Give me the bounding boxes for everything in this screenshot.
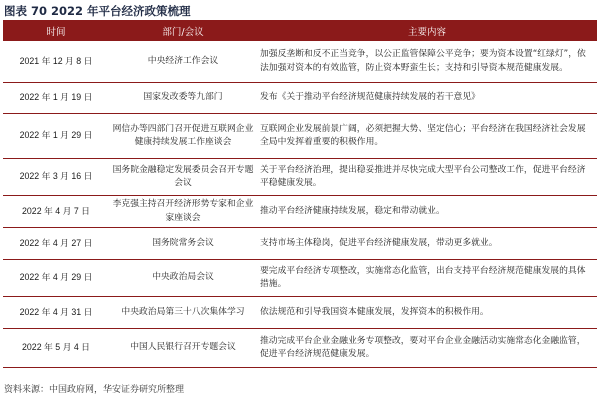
row-date: 2022 年 5 月 4 日: [3, 329, 109, 368]
row-date: 2022 年 4 月 7 日: [3, 196, 109, 228]
row-content: 发布《关于推动平台经济规范健康持续发展的若干意见》: [257, 83, 597, 114]
table-row: [3, 114, 597, 159]
row-department: 李克强主持召开经济形势专家和企业家座谈会: [109, 196, 257, 228]
row-content: 互联网企业发展前景广阔，必须把握大势、坚定信心；平台经济在我国经济社会发展全局中发挥着重要的积极作用。: [257, 114, 597, 159]
row-department: 中央经济工作会议: [109, 41, 257, 83]
row-department: 网信办等四部门召开促进互联网企业健康持续发展工作座谈会: [109, 114, 257, 159]
row-department: 中央政治局会议: [109, 260, 257, 297]
row-department: 国家发改委等九部门: [109, 83, 257, 114]
row-content: 依法规范和引导我国资本健康发展，发挥资本的积极作用。: [257, 297, 597, 329]
row-date: 2022 年 4 月 27 日: [3, 228, 109, 260]
row-department: 中国人民银行召开专题会议: [109, 329, 257, 368]
table-row: [3, 297, 597, 329]
row-content: 要完成平台经济专项整改，实施常态化监管，出台支持平台经济规范健康发展的具体措施。: [257, 260, 597, 297]
row-content: 推动平台经济健康持续发展，稳定和带动就业。: [257, 196, 597, 228]
policy-table: [3, 20, 597, 368]
header-content: 主要内容: [257, 21, 597, 41]
table-row: [3, 196, 597, 228]
table-row: [3, 260, 597, 297]
row-department: 国务院金融稳定发展委员会召开专题会议: [109, 159, 257, 196]
table-header-row: [3, 21, 597, 41]
row-content: 加强反垄断和反不正当竞争，以公正监管保障公平竞争；要为资本设置“红绿灯”，依法加强对资本的有效监管，防止资本野蛮生长；支持和引导资本规范健康发展。: [257, 41, 597, 83]
table-row: [3, 41, 597, 83]
header-department: 部门/会议: [109, 21, 257, 41]
table-row: [3, 228, 597, 260]
table-row: [3, 83, 597, 114]
row-date: 2022 年 3 月 16 日: [3, 159, 109, 196]
row-date: 2021 年 12 月 8 日: [3, 41, 109, 83]
row-date: 2022 年 1 月 19 日: [3, 83, 109, 114]
policy-table-container: [3, 20, 597, 368]
table-row: [3, 329, 597, 368]
row-department: 国务院常务会议: [109, 228, 257, 260]
row-department: 中央政治局第三十八次集体学习: [109, 297, 257, 329]
row-date: 2022 年 1 月 29 日: [3, 114, 109, 159]
table-row: [3, 159, 597, 196]
source-note: 资料来源：中国政府网，华安证券研究所整理: [4, 385, 185, 395]
header-date: 时间: [3, 21, 109, 41]
row-date: 2022 年 4 月 29 日: [3, 260, 109, 297]
row-date: 2022 年 4 月 31 日: [3, 297, 109, 329]
row-content: 推动完成平台企业金融业务专项整改，要对平台企业金融活动实施常态化金融监管，促进平台经济规范健康发展。: [257, 329, 597, 368]
row-content: 支持市场主体稳岗，促进平台经济健康发展，带动更多就业。: [257, 228, 597, 260]
row-content: 关于平台经济治理，提出稳妥推进并尽快完成大型平台公司整改工作，促进平台经济平稳健康发展。: [257, 159, 597, 196]
figure-title: 图表 70 2022 年平台经济政策梳理: [4, 4, 191, 18]
